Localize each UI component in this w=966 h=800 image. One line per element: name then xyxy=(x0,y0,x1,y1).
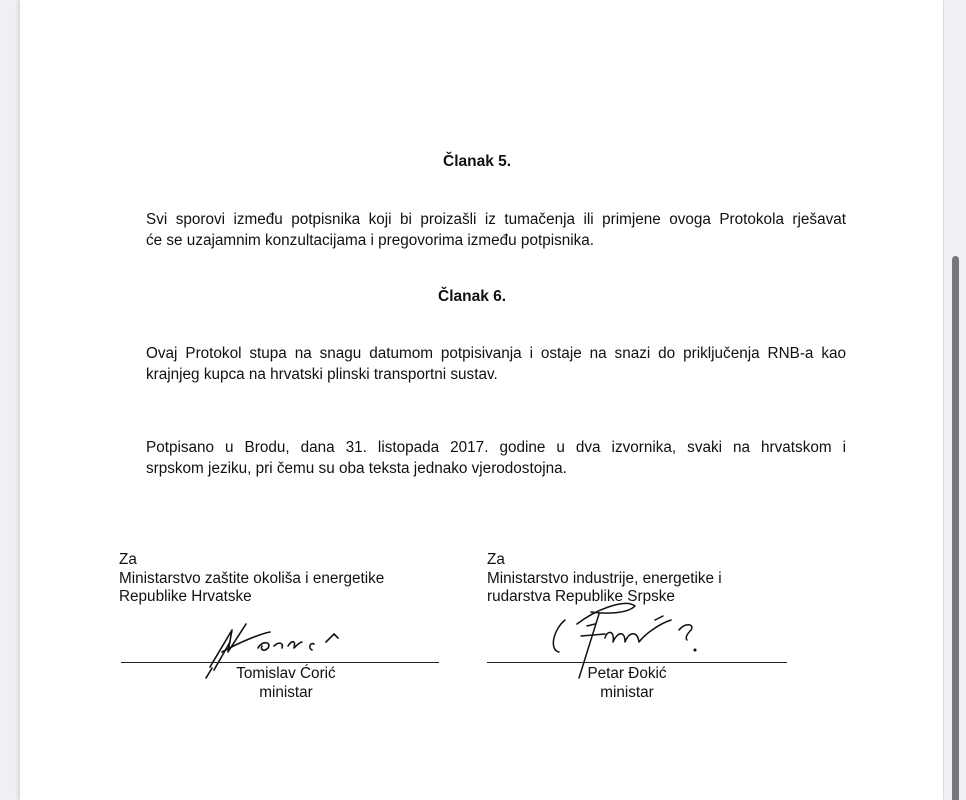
article-6-line-1: Ovaj Protokol stupa na snagu datumom potpisivanja i ostaje na snazi do priključenja RNB-a kao xyxy=(146,345,846,362)
article-5-line-1: Svi sporovi između potpisnika koji bi proizašli iz tumačenja ili primjene ovoga Protokola rješavat xyxy=(146,211,846,228)
signatory-croatia-for: Za xyxy=(119,551,137,568)
signature-line-croatia xyxy=(121,662,439,663)
signing-statement-line-2: srpskom jeziku, pri čemu su oba teksta jednako vjerodostojna. xyxy=(146,460,567,477)
signatory-croatia-block xyxy=(119,551,384,607)
signature-line-serbia xyxy=(487,662,787,663)
signing-statement-line-1: Potpisano u Brodu, dana 31. listopada 2017. godine u dva izvornika, svaki na hrvatskom i xyxy=(146,439,846,456)
signatory-serbia-org-line-2: rudarstva Republike Srpske xyxy=(487,588,675,605)
article-6-text xyxy=(146,343,846,385)
signatory-croatia-org-line-2: Republike Hrvatske xyxy=(119,588,252,605)
article-6-heading: Članak 6. xyxy=(438,288,507,305)
signatory-serbia-signer xyxy=(562,664,692,702)
signatory-croatia-org-line-1: Ministarstvo zaštite okoliša i energetike xyxy=(119,569,385,587)
signatory-croatia-signer xyxy=(201,664,371,702)
article-5-heading: Članak 5. xyxy=(443,153,512,170)
signing-statement xyxy=(146,437,846,479)
signatory-serbia-org-line-1: Ministarstvo industrije, energetike i xyxy=(487,569,722,587)
article-5-line-2: će se uzajamnim konzultacijama i pregovorima između potpisnika. xyxy=(146,232,595,249)
document-page xyxy=(20,0,943,800)
scrollbar-thumb[interactable] xyxy=(952,256,959,800)
signatory-croatia-title: ministar xyxy=(259,684,313,701)
signatory-serbia-for: Za xyxy=(487,551,505,568)
signatory-serbia-name: Petar Đokić xyxy=(587,665,667,682)
signatory-serbia-title: ministar xyxy=(600,684,654,701)
article-5-text xyxy=(146,209,846,251)
article-6-line-2: krajnjeg kupca na hrvatski plinski transportni sustav. xyxy=(146,366,498,383)
signatory-croatia-name: Tomislav Ćorić xyxy=(236,665,336,682)
